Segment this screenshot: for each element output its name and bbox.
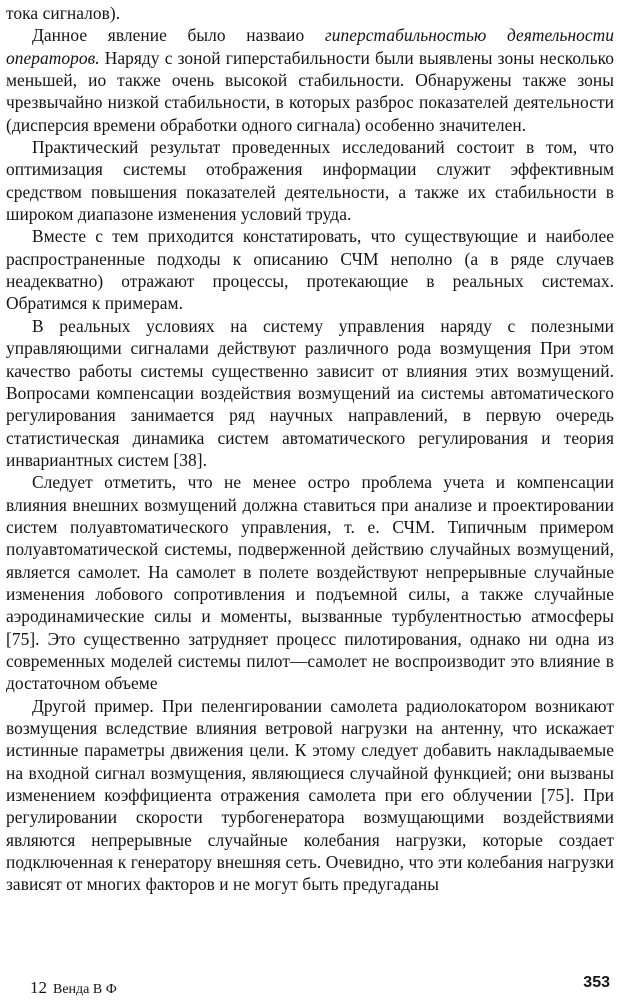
paragraph-tail-text: Наряду с зоной гиперстабильности были выявлены зоны несколько меньшей, ио также очень высокой стабильности. Обнаружены также зоны чрезвычайно низкой стабильности, в которых разброс показателей деятельности (дисперсия времени обработки одного сигнала) особенно значителен. (6, 47, 614, 135)
signature-text: Венда В Ф (53, 982, 117, 997)
paragraph-another-example: Другой пример. При пеленгировании самолета радиолокатором возникают возмущения вследствие влияния ветровой нагрузки на антенну, что искажает истинные параметры движения цели. К этому следует добавить накладываемые на входной сигнал возмущения, являющиеся случайной функцией; они вызваны изменением коэффициента отражения самолета при его облучении [75]. При регулировании скорости турбогенератора возмущающими воздействиями являются непрерывные случайные колебания нагрузки, которые создает подключенная к генератору внешняя сеть. Очевидно, что эти колебания нагрузки зависят от многих факторов и не могут быть предугаданы (6, 695, 614, 895)
paragraph-practical-result: Практический результат проведенных исследований состоит в том, что оптимизация системы отображения информации служит эффективным средством повышения показателей деятельности, а также их стабильности в широком диапазоне изменения условий труда. (6, 137, 614, 225)
signature-number: 12 (30, 978, 47, 997)
page-number: 353 (583, 974, 610, 991)
paragraph-approaches: Вместе с тем приходится констатировать, что существующие и наиболее распространенные подходы к описанию СЧМ неполно (а в ряде случаев неадекватно) отражают процессы, протекающие в реальных системах. Обратимся к примерам. (6, 226, 614, 314)
paragraph-real-conditions: В реальных условиях на систему управления наряду с полезными управляющими сигналами действуют различного рода возмущения При этом качество работы системы существенно зависит от влияния этих возмущений. Вопросами компенсации воздействия возмущений иа системы автоматического регулирования занимается ряд научных направлений, в первую очередь статистическая динамика систем автоматического регулирования и теория инвариантных систем [38]. (6, 315, 614, 470)
printer-signature (30, 978, 117, 998)
paragraph-lead-text: Данное явление было назваио (32, 25, 325, 46)
emphasized-term: гиперстабильностью деятельности операторов. (6, 25, 614, 68)
paragraph-hyperstability (6, 24, 614, 136)
paragraph-external-disturbances: Следует отметить, что не менее остро проблема учета и компенсации влияния внешних возмущений должна ставиться при анализе и проектировании систем полуавтоматического управления, т. е. СЧМ. Типичным примером полуавтоматической системы, подверженной действию случайных возмущений, является самолет. На самолет в полете воздействуют непрерывные случайные изменения лобового сопротивления и подъемной силы, а также случайные аэродинамические силы и моменты, вызванные турбулентностью атмосферы [75]. Это существенно затрудняет процесс пилотирования, однако ни одна из современных моделей системы пилот—самолет не воспроизводит это влияние в достаточном объеме (6, 472, 614, 694)
page-footer (0, 972, 620, 996)
paragraph-continuation: тока сигналов). (6, 3, 121, 23)
body-text (6, 2, 614, 896)
